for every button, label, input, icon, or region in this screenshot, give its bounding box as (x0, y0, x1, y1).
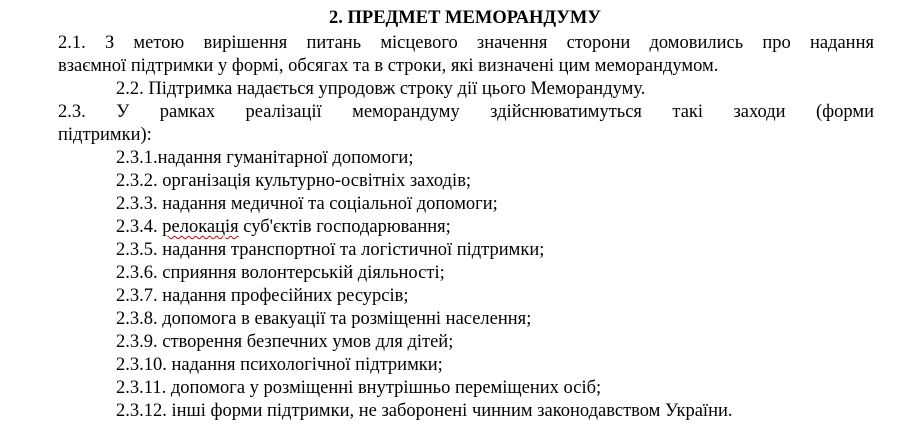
list-item: 2.3.11. допомога у розміщенні внутрішньо переміщених осіб; (116, 378, 602, 398)
list-item: 2.3.8. допомога в евакуації та розміщенні населення; (116, 309, 532, 329)
paragraph-2-3-line-1: 2.3. У рамках реалізації меморандуму здійснюватимуться такі заходи (форми (58, 102, 874, 122)
list-item (116, 216, 451, 239)
spellcheck-flagged-word[interactable]: релокація (162, 217, 239, 237)
section-title: 2. ПРЕДМЕТ МЕМОРАНДУМУ (329, 8, 601, 28)
list-item-number: 2.3.4. (116, 217, 163, 237)
paragraph-2-1-line-2: взаємної підтримки у формі, обсягах та в строки, які визначені цим меморандумом. (58, 56, 719, 76)
list-item: 2.3.9. створення безпечних умов для дітей; (116, 332, 454, 352)
list-item: 2.3.12. інші форми підтримки, не заборонені чинним законодавством України. (116, 401, 733, 421)
paragraph-2-2: 2.2. Підтримка надається упродовж строку дії цього Меморандуму. (116, 79, 646, 99)
list-item: 2.3.2. організація культурно-освітніх заходів; (116, 171, 472, 191)
list-item-text: суб'єктів господарювання; (238, 217, 451, 237)
paragraph-2-3-line-2: підтримки): (58, 125, 152, 145)
list-item: 2.3.6. сприяння волонтерській діяльності; (116, 263, 445, 283)
list-item: 2.3.1.надання гуманітарної допомоги; (116, 148, 414, 168)
list-item: 2.3.5. надання транспортної та логістичної підтримки; (116, 240, 545, 260)
list-item: 2.3.3. надання медичної та соціальної допомоги; (116, 194, 498, 214)
list-item: 2.3.7. надання професійних ресурсів; (116, 286, 409, 306)
list-item: 2.3.10. надання психологічної підтримки; (116, 355, 443, 375)
paragraph-2-1-line-1: 2.1. З метою вирішення питань місцевого значення сторони домовились про надання (58, 33, 874, 53)
